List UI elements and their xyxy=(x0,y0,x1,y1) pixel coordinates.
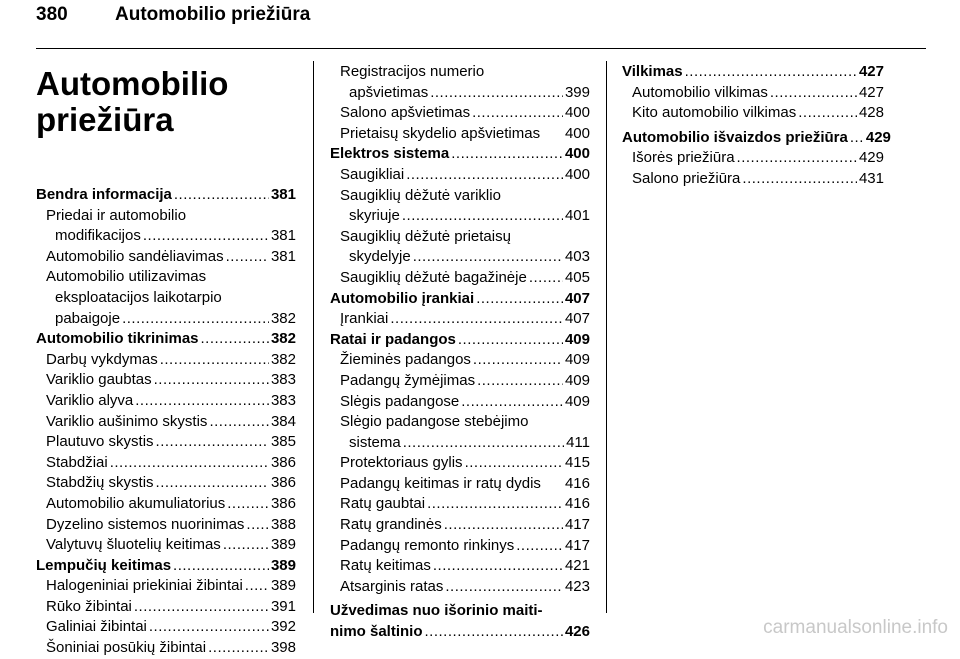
toc-entry[interactable]: Automobilio akumuliatorius ..... 386 xyxy=(36,494,296,515)
toc-section[interactable]: Elektros sistema ..... 400 xyxy=(330,144,590,165)
toc-entry[interactable]: Prietaisų skydelio apšvietimas 400 xyxy=(340,124,590,142)
page-number: 380 xyxy=(36,4,68,25)
toc-entry[interactable]: Įrankiai ..... 407 xyxy=(330,309,590,330)
toc-entry-cont: skydelyje ..... 403 xyxy=(330,247,590,268)
toc-entry[interactable]: Stabdžiai ..... 386 xyxy=(36,453,296,474)
toc-entry[interactable]: Saugiklių dėžutė bagažinėje ..... 405 xyxy=(330,268,590,289)
toc-entry[interactable]: Ratų gaubtai ..... 416 xyxy=(330,494,590,515)
toc-section[interactable]: Bendra informacija ..... 381 xyxy=(36,185,296,206)
toc-entry[interactable]: Salono apšvietimas ..... 400 xyxy=(330,103,590,124)
toc-entry-cont: sistema ..... 411 xyxy=(330,433,590,454)
toc-entry[interactable]: Slėgis padangose ..... 409 xyxy=(330,392,590,413)
toc-entry[interactable]: Atsarginis ratas ..... 423 xyxy=(330,577,590,598)
toc-entry[interactable]: Žieminės padangos ..... 409 xyxy=(330,350,590,371)
toc-entry[interactable]: Salono priežiūra ..... 431 xyxy=(622,169,884,190)
toc-entry[interactable]: Saugikliai ..... 400 xyxy=(330,165,590,186)
toc-entry-cont: apšvietimas ..... 399 xyxy=(330,83,590,104)
toc-entry[interactable]: Variklio gaubtas ..... 383 xyxy=(36,370,296,391)
toc-entry[interactable]: Variklio aušinimo skystis ..... 384 xyxy=(36,412,296,433)
toc-entry-cont: skyriuje ..... 401 xyxy=(330,206,590,227)
toc-entry[interactable]: Saugiklių dėžutė prietaisų xyxy=(340,227,511,245)
toc-section[interactable]: Užvedimas nuo išorinio maiti- xyxy=(330,602,543,620)
toc-entry[interactable]: Priedai ir automobilio xyxy=(46,206,187,224)
toc-entry[interactable]: Rūko žibintai ..... 391 xyxy=(36,597,296,618)
toc-entry[interactable]: Padangų keitimas ir ratų dydis 416 xyxy=(340,474,590,492)
toc-column-2 xyxy=(330,62,590,643)
toc-section[interactable]: Automobilio įrankiai ..... 407 xyxy=(330,289,590,310)
chapter-title: Automobilio priežiūra xyxy=(36,65,229,138)
toc-entry[interactable]: Valytuvų šluotelių keitimas ..... 389 xyxy=(36,535,296,556)
toc-entry[interactable]: Automobilio sandėliavimas ..... 381 xyxy=(36,247,296,268)
toc-entry[interactable]: Ratų grandinės ..... 417 xyxy=(330,515,590,536)
toc-entry[interactable]: Ratų keitimas ..... 421 xyxy=(330,556,590,577)
toc-column-3 xyxy=(622,62,891,190)
toc-section[interactable]: Lempučių keitimas ..... 389 xyxy=(36,556,296,577)
toc-entry[interactable]: Kito automobilio vilkimas ..... 428 xyxy=(622,103,884,124)
toc-entry[interactable]: Padangų žymėjimas ..... 409 xyxy=(330,371,590,392)
toc-entry[interactable]: Protektoriaus gylis ..... 415 xyxy=(330,453,590,474)
page-header xyxy=(36,4,926,42)
toc-entry-cont: pabaigoje ..... 382 xyxy=(36,309,296,330)
toc-entry[interactable]: Automobilio vilkimas ..... 427 xyxy=(622,83,884,104)
toc-entry[interactable]: Plautuvo skystis ..... 385 xyxy=(36,432,296,453)
toc-entry[interactable]: modifikacijos ..... 381 xyxy=(36,226,296,247)
toc-section[interactable]: Ratai ir padangos ..... 409 xyxy=(330,330,590,351)
toc-entry[interactable]: Automobilio utilizavimas xyxy=(46,268,207,286)
toc-entry[interactable]: Registracijos numerio xyxy=(340,63,485,80)
toc-entry[interactable]: Šoniniai posūkių žibintai ..... 398 xyxy=(36,638,296,659)
toc-entry[interactable]: Slėgio padangose stebėjimo xyxy=(340,413,529,431)
watermark: carmanualsonline.info xyxy=(763,617,948,638)
column-divider-1 xyxy=(313,61,314,613)
toc-entry[interactable]: Stabdžių skystis ..... 386 xyxy=(36,473,296,494)
toc-section-cont[interactable]: nimo šaltinio ..... 426 xyxy=(330,622,590,643)
toc-section[interactable]: Vilkimas ..... 427 xyxy=(622,62,884,83)
toc-entry[interactable]: Galiniai žibintai ..... 392 xyxy=(36,617,296,638)
toc-entry[interactable]: Išorės priežiūra ..... 429 xyxy=(622,148,884,169)
toc-entry-cont: eksploatacijos laikotarpio xyxy=(55,288,222,306)
column-divider-2 xyxy=(606,61,607,613)
toc-entry[interactable]: Saugiklių dėžutė variklio xyxy=(340,186,501,204)
toc-entry[interactable]: Variklio alyva ..... 383 xyxy=(36,391,296,412)
toc-entry[interactable]: Padangų remonto rinkinys ..... 417 xyxy=(330,536,590,557)
toc-section[interactable]: Automobilio išvaizdos priežiūra ..... 429 xyxy=(622,128,884,149)
toc-entry[interactable]: Halogeniniai priekiniai žibintai ..... 389 xyxy=(36,576,296,597)
toc-section[interactable]: Automobilio tikrinimas ..... 382 xyxy=(36,329,296,350)
toc-column-1 xyxy=(36,62,296,659)
header-rule xyxy=(36,48,926,49)
toc-entry[interactable]: Dyzelino sistemos nuorinimas ..... 388 xyxy=(36,515,296,536)
running-title: Automobilio priežiūra xyxy=(115,4,311,25)
toc-entry[interactable]: Darbų vykdymas ..... 382 xyxy=(36,350,296,371)
